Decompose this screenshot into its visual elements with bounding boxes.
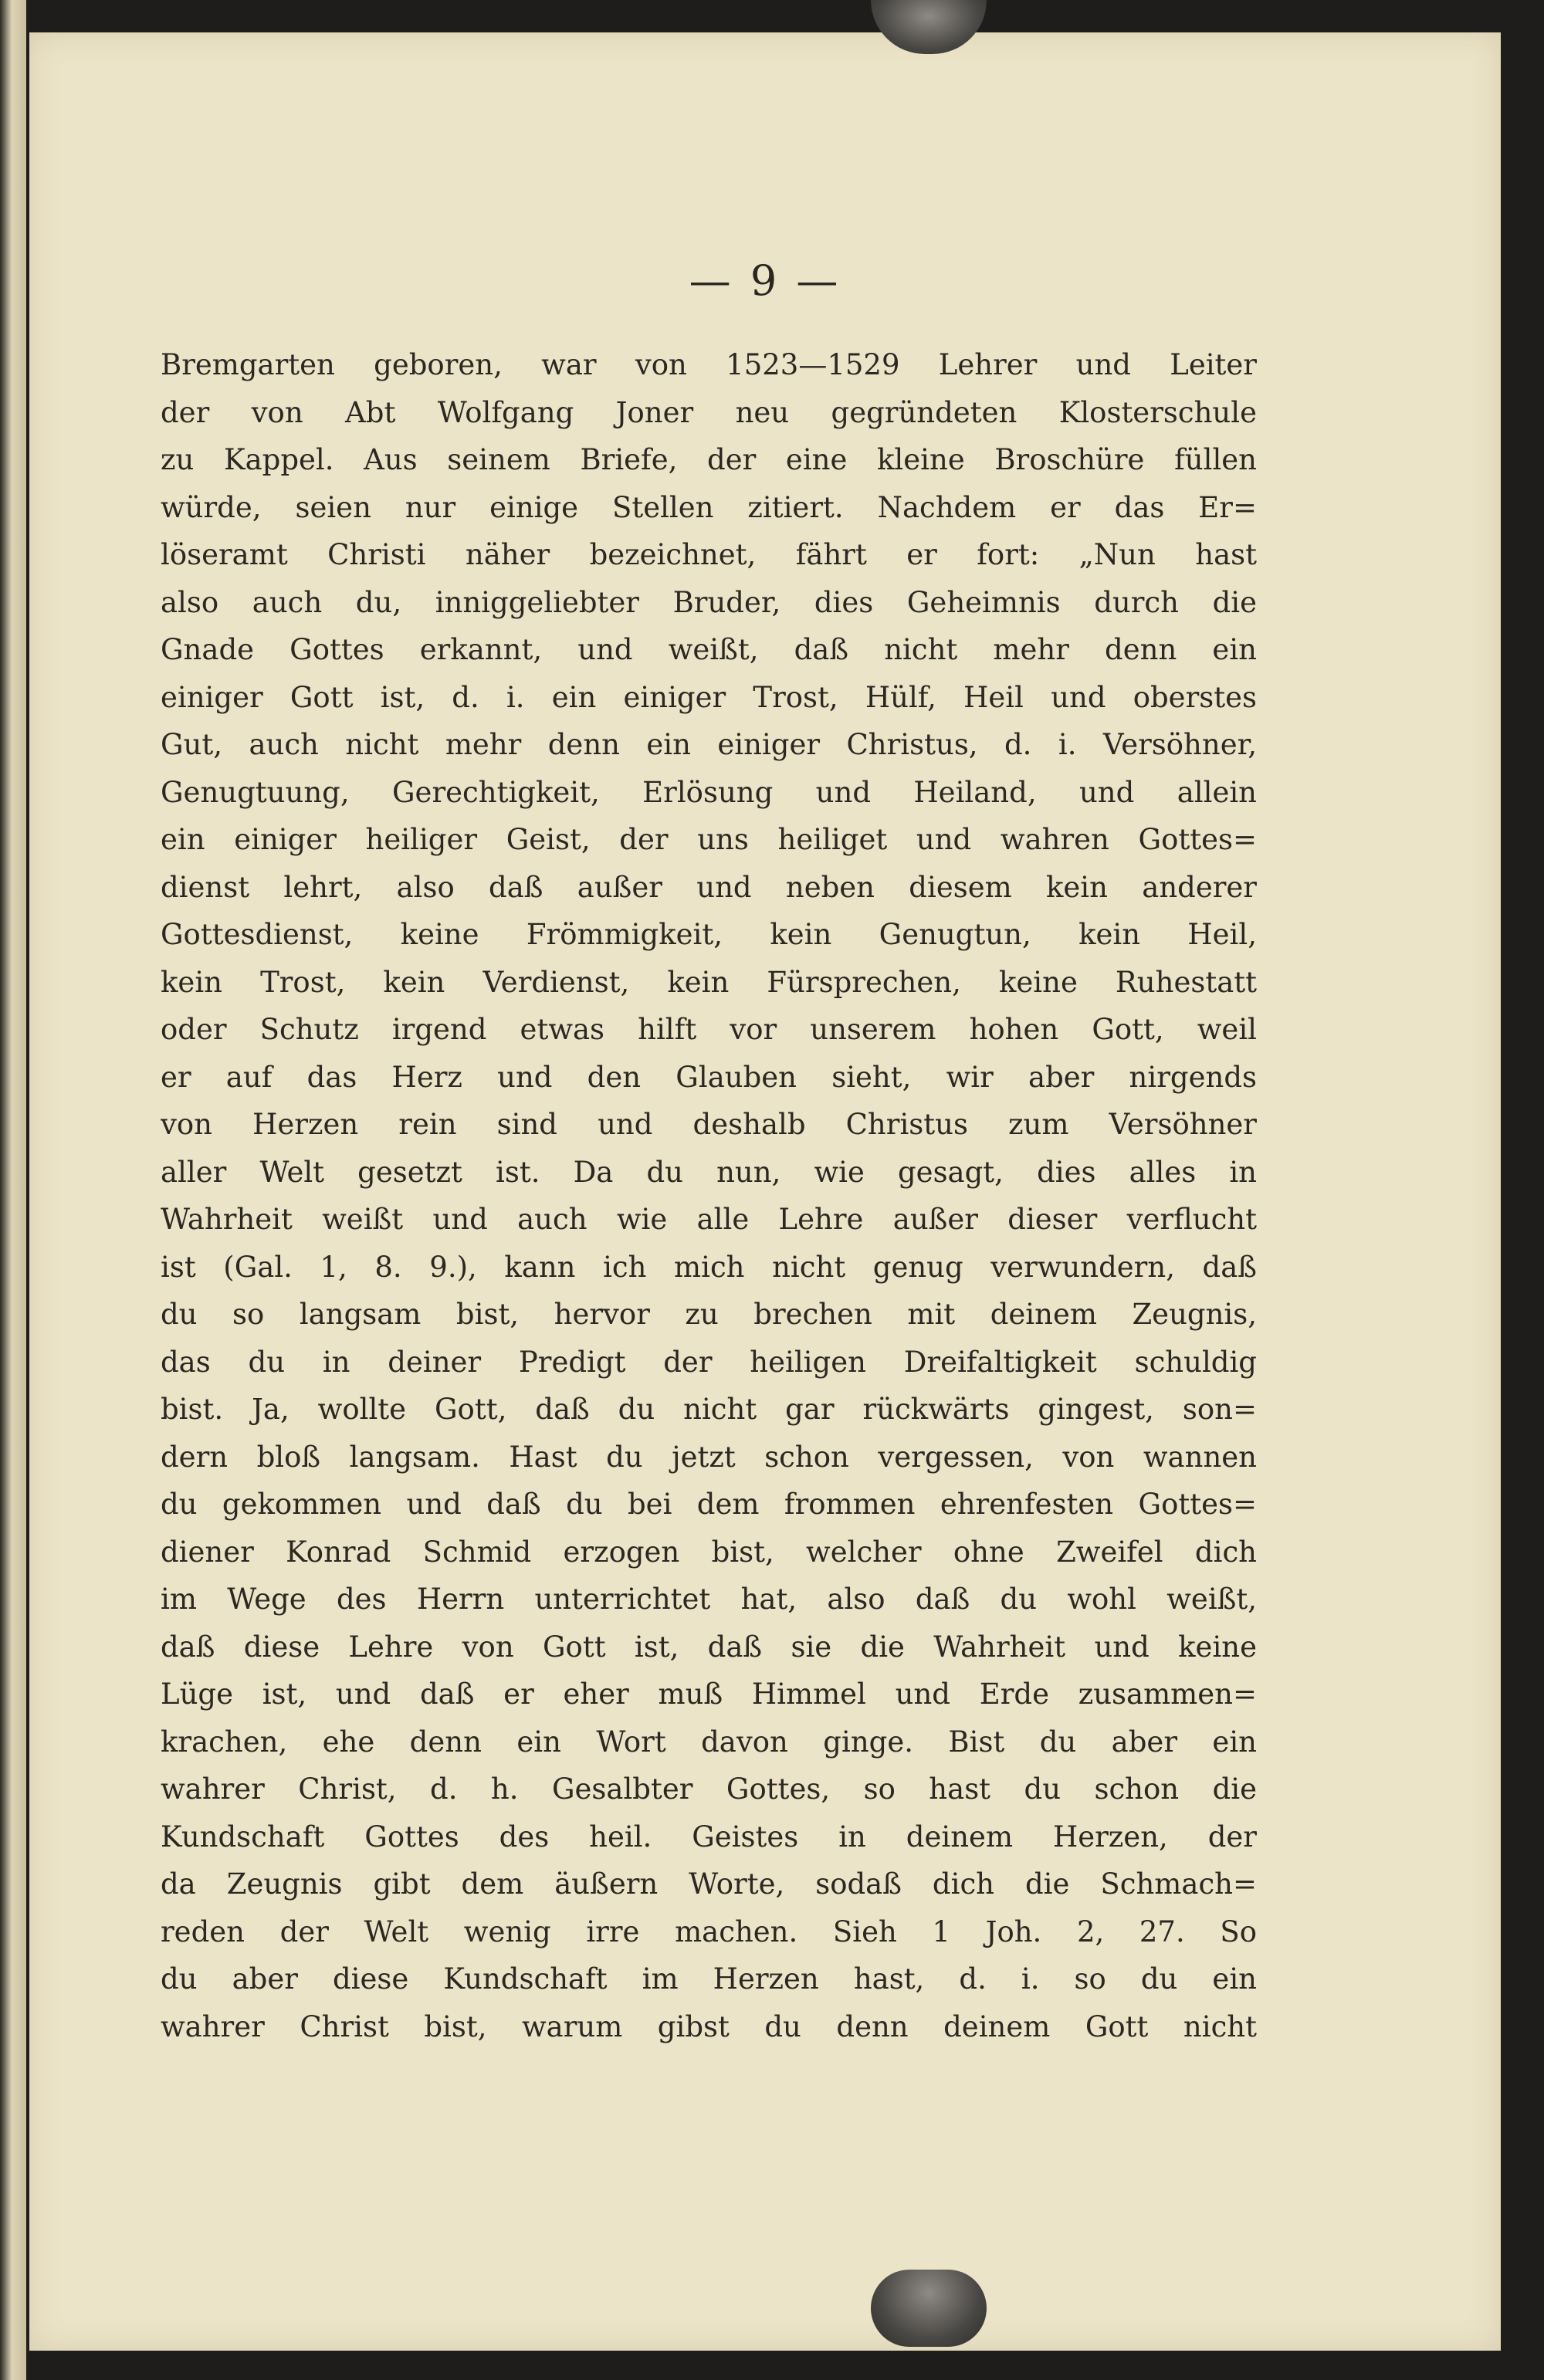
text-line: löseramt Christi näher bezeichnet, fährt er fort: „Nun hast xyxy=(161,538,1257,571)
text-line: bist. Ja, wollte Gott, daß du nicht gar rückwärts gingest, son= xyxy=(161,1393,1257,1426)
text-line: ein einiger heiliger Geist, der uns heiliget und wahren Gottes= xyxy=(161,823,1257,856)
text-line: du so langsam bist, hervor zu brechen mit deinem Zeugnis, xyxy=(161,1298,1257,1331)
text-line: Gut, auch nicht mehr denn ein einiger Christus, d. i. Versöhner, xyxy=(161,728,1257,761)
text-line: dern bloß langsam. Hast du jetzt schon vergessen, von wannen xyxy=(161,1440,1257,1474)
text-line: kein Trost, kein Verdienst, kein Fürsprechen, keine Ruhestatt xyxy=(161,965,1257,999)
text-line: also auch du, inniggeliebter Bruder, dies Geheimnis durch die xyxy=(161,585,1257,619)
text-line: würde, seien nur einige Stellen zitiert. Nachdem er das Er= xyxy=(161,490,1257,524)
text-line: daß diese Lehre von Gott ist, daß sie die Wahrheit und keine xyxy=(161,1630,1257,1664)
text-line: aller Welt gesetzt ist. Da du nun, wie gesagt, dies alles in xyxy=(161,1155,1257,1189)
text-line: dienst lehrt, also daß außer und neben diesem kein anderer xyxy=(161,870,1257,904)
page-sheet xyxy=(29,32,1501,2351)
text-line: Lüge ist, und daß er eher muß Himmel und Erde zusammen= xyxy=(161,1678,1257,1711)
text-line: einiger Gott ist, d. i. ein einiger Trost, Hülf, Heil und oberstes xyxy=(161,680,1257,714)
text-line: Gnade Gottes erkannt, und weißt, daß nicht mehr denn ein xyxy=(161,633,1257,666)
text-line: diener Konrad Schmid erzogen bist, welcher ohne Zweifel dich xyxy=(161,1535,1257,1569)
text-line: im Wege des Herrn unterrichtet hat, also daß du wohl weißt, xyxy=(161,1583,1257,1616)
text-line: Bremgarten geboren, war von 1523—1529 Lehrer und Leiter xyxy=(161,348,1257,381)
text-line: er auf das Herz und den Glauben sieht, wir aber nirgends xyxy=(161,1060,1257,1094)
text-line: oder Schutz irgend etwas hilft vor unserem hohen Gott, weil xyxy=(161,1013,1257,1046)
text-line: von Herzen rein sind und deshalb Christus zum Versöhner xyxy=(161,1108,1257,1141)
body-text xyxy=(161,341,1257,2050)
text-line: zu Kappel. Aus seinem Briefe, der eine kleine Broschüre füllen xyxy=(161,443,1257,476)
text-line: krachen, ehe denn ein Wort davon ginge. Bist du aber ein xyxy=(161,1725,1257,1759)
binding-clip-bottom xyxy=(871,2270,987,2347)
text-line: da Zeugnis gibt dem äußern Worte, sodaß dich die Schmach= xyxy=(161,1867,1257,1901)
page-number: — 9 — xyxy=(689,256,841,305)
previous-page-edge xyxy=(0,0,26,2380)
text-line: reden der Welt wenig irre machen. Sieh 1 Joh. 2, 27. So xyxy=(161,1914,1257,1948)
text-line: Kundschaft Gottes des heil. Geistes in deinem Herzen, der xyxy=(161,1820,1257,1854)
text-line: ist (Gal. 1, 8. 9.), kann ich mich nicht genug verwundern, daß xyxy=(161,1250,1257,1284)
text-line: wahrer Christ, d. h. Gesalbter Gottes, so hast du schon die xyxy=(161,1772,1257,1806)
text-line: Gottesdienst, keine Frömmigkeit, kein Genugtun, kein Heil, xyxy=(161,918,1257,951)
text-line: der von Abt Wolfgang Joner neu gegründeten Klosterschule xyxy=(161,395,1257,429)
text-line: Genugtuung, Gerechtigkeit, Erlösung und Heiland, und allein xyxy=(161,775,1257,809)
text-line: das du in deiner Predigt der heiligen Dreifaltigkeit schuldig xyxy=(161,1345,1257,1379)
text-line: Wahrheit weißt und auch wie alle Lehre außer dieser verflucht xyxy=(161,1203,1257,1236)
text-line: du gekommen und daß du bei dem frommen ehrenfesten Gottes= xyxy=(161,1488,1257,1521)
text-line: wahrer Christ bist, warum gibst du denn deinem Gott nicht xyxy=(161,2009,1257,2043)
text-line: du aber diese Kundschaft im Herzen hast, d. i. so du ein xyxy=(161,1962,1257,1996)
